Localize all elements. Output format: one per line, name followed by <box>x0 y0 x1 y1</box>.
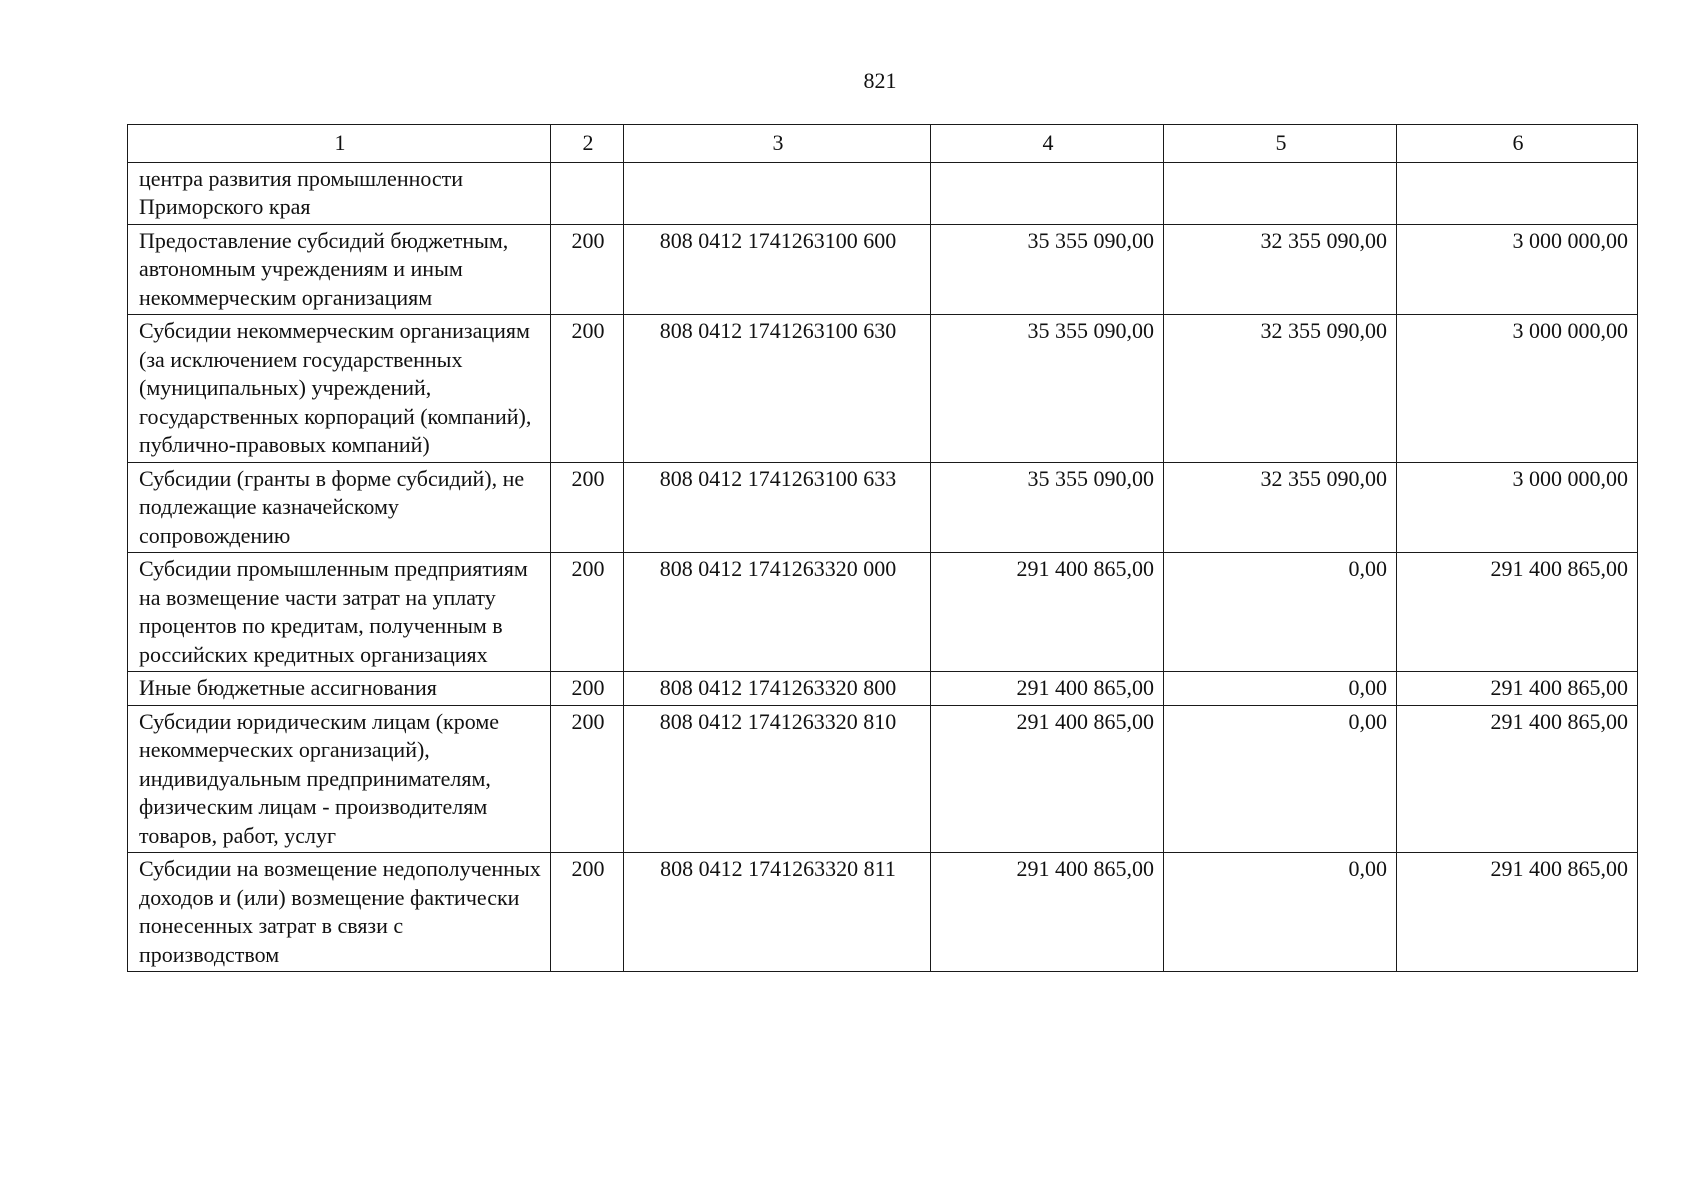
table-row <box>128 162 1638 224</box>
row-col5: 0,00 <box>1164 672 1397 706</box>
row-code: 200 <box>551 853 624 972</box>
row-col6: 291 400 865,00 <box>1397 553 1638 672</box>
header-row <box>128 125 1638 163</box>
row-name: Субсидии на возмещение недополученных доходов и (или) возмещение фактически понесенных затрат в связи с производством <box>128 853 551 972</box>
table-row <box>128 853 1638 972</box>
row-kbk: 808 0412 1741263100 633 <box>624 462 931 553</box>
row-col6: 291 400 865,00 <box>1397 853 1638 972</box>
row-name: Субсидии (гранты в форме субсидий), не подлежащие казначейскому сопровождению <box>128 462 551 553</box>
row-name: Предоставление субсидий бюджетным, автономным учреждениям и иным некоммерческим организациям <box>128 224 551 315</box>
table-row <box>128 705 1638 853</box>
row-col5: 32 355 090,00 <box>1164 315 1397 463</box>
table-row <box>128 462 1638 553</box>
row-total: 35 355 090,00 <box>931 224 1164 315</box>
row-name: Иные бюджетные ассигнования <box>128 672 551 706</box>
table-row <box>128 224 1638 315</box>
row-code: 200 <box>551 705 624 853</box>
row-kbk: 808 0412 1741263100 600 <box>624 224 931 315</box>
row-code: 200 <box>551 462 624 553</box>
row-code: 200 <box>551 553 624 672</box>
header-col-6: 6 <box>1397 125 1638 163</box>
row-kbk: 808 0412 1741263100 630 <box>624 315 931 463</box>
row-name: Субсидии промышленным предприятиям на возмещение части затрат на уплату процентов по кредитам, полученным в российских кредитных организациях <box>128 553 551 672</box>
budget-table <box>127 124 1638 972</box>
table-row <box>128 553 1638 672</box>
table-header <box>128 125 1638 163</box>
row-col5: 0,00 <box>1164 853 1397 972</box>
table-body <box>128 162 1638 972</box>
row-total <box>931 162 1164 224</box>
row-col5: 0,00 <box>1164 705 1397 853</box>
row-kbk: 808 0412 1741263320 000 <box>624 553 931 672</box>
row-col6 <box>1397 162 1638 224</box>
row-name: Субсидии юридическим лицам (кроме некоммерческих организаций), индивидуальным предпринимателям, физическим лицам - производителям товаров, работ, услуг <box>128 705 551 853</box>
row-code: 200 <box>551 672 624 706</box>
page-number: 821 <box>863 68 897 93</box>
row-name: центра развития промышленности Приморского края <box>128 162 551 224</box>
row-code <box>551 162 624 224</box>
table-row <box>128 672 1638 706</box>
row-code: 200 <box>551 315 624 463</box>
row-kbk <box>624 162 931 224</box>
row-total: 35 355 090,00 <box>931 462 1164 553</box>
table-row <box>128 315 1638 463</box>
row-col5: 32 355 090,00 <box>1164 462 1397 553</box>
header-col-2: 2 <box>551 125 624 163</box>
header-col-5: 5 <box>1164 125 1397 163</box>
header-col-3: 3 <box>624 125 931 163</box>
row-kbk: 808 0412 1741263320 811 <box>624 853 931 972</box>
row-col6: 3 000 000,00 <box>1397 462 1638 553</box>
row-kbk: 808 0412 1741263320 800 <box>624 672 931 706</box>
row-col5: 0,00 <box>1164 553 1397 672</box>
row-name: Субсидии некоммерческим организациям (за исключением государственных (муниципальных) учреждений, государственных корпораций (компаний), публично-правовых компаний) <box>128 315 551 463</box>
row-total: 291 400 865,00 <box>931 672 1164 706</box>
row-col6: 3 000 000,00 <box>1397 315 1638 463</box>
header-col-4: 4 <box>931 125 1164 163</box>
row-total: 291 400 865,00 <box>931 553 1164 672</box>
row-total: 35 355 090,00 <box>931 315 1164 463</box>
row-col6: 3 000 000,00 <box>1397 224 1638 315</box>
row-code: 200 <box>551 224 624 315</box>
row-col6: 291 400 865,00 <box>1397 672 1638 706</box>
header-col-1: 1 <box>128 125 551 163</box>
row-kbk: 808 0412 1741263320 810 <box>624 705 931 853</box>
row-col6: 291 400 865,00 <box>1397 705 1638 853</box>
row-col5: 32 355 090,00 <box>1164 224 1397 315</box>
row-total: 291 400 865,00 <box>931 705 1164 853</box>
row-col5 <box>1164 162 1397 224</box>
row-total: 291 400 865,00 <box>931 853 1164 972</box>
